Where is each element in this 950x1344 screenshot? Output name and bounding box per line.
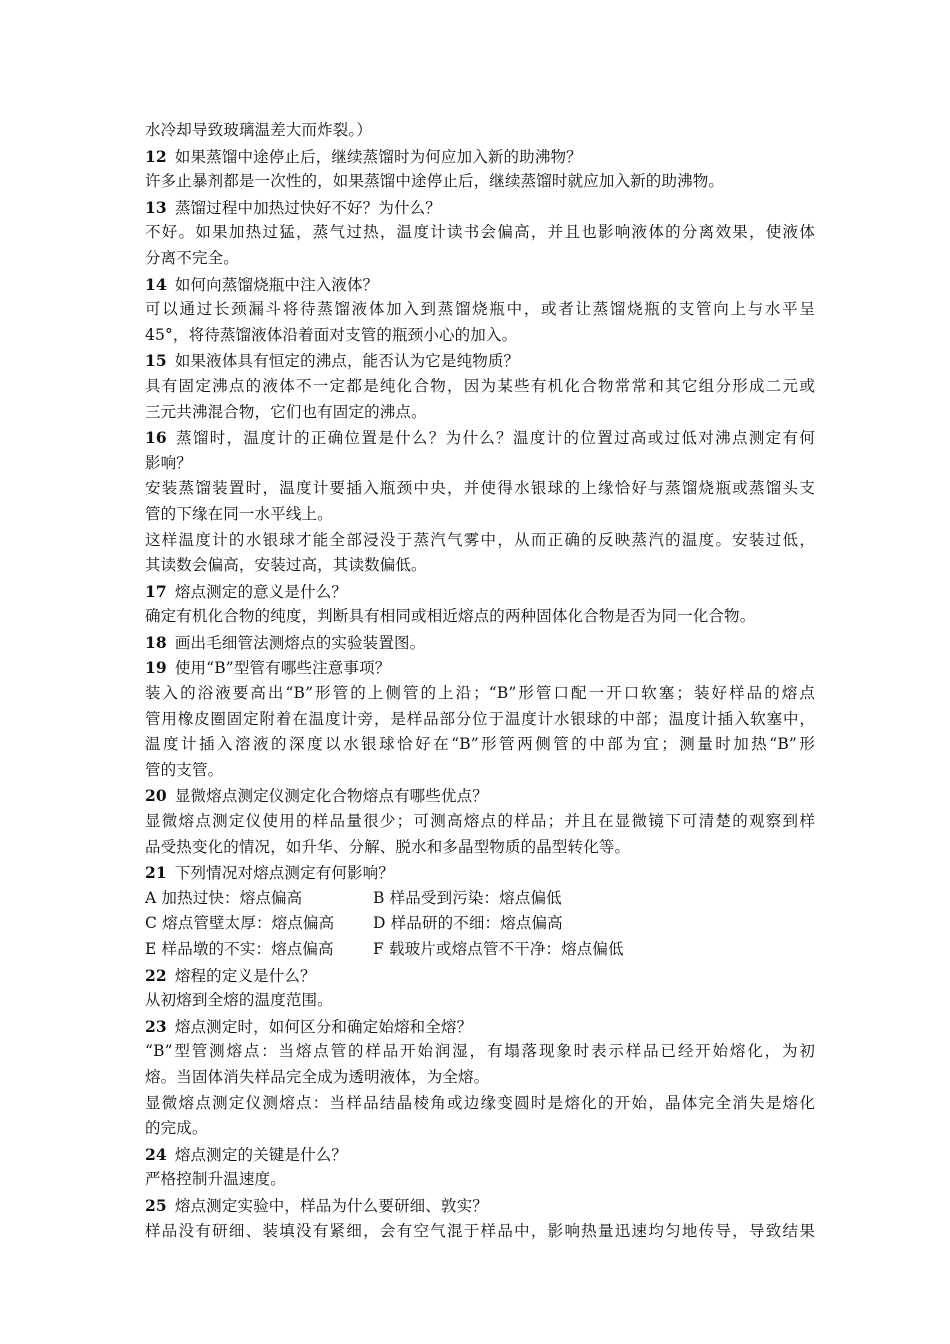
question-number: 19: [145, 658, 167, 678]
question-text: 熔点测定时，如何区分和确定始熔和全熔？: [174, 1017, 473, 1036]
answer-line: 45°，将待蒸馏液体沿着面对支管的瓶颈小心的加入。: [145, 325, 518, 344]
question-number: 14: [145, 274, 167, 294]
question-line: [145, 272, 815, 298]
option-item: B 样品受到污染：熔点偏低: [373, 888, 562, 907]
question-text: 使用“B”型管有哪些注意事项？: [174, 659, 391, 678]
question-number: 18: [145, 632, 167, 652]
question-number: 17: [145, 581, 167, 601]
question-line: [145, 1014, 815, 1040]
question-text: 显微熔点测定仪测定化合物熔点有哪些优点？: [174, 787, 488, 806]
answer-line: 熔。当固体消失样品完全成为透明液体，为全熔。: [145, 1067, 490, 1086]
question-text: 下列情况对熔点测定有何影响？: [174, 864, 394, 883]
question-number: 15: [145, 351, 167, 371]
answer-line: 样品没有研细、装填没有紧细，会有空气混于样品中，影响热量迅速均匀地传导，导致结果: [145, 1221, 815, 1240]
answer-line: 不好。如果加热过猛，蒸气过热，温度计读书会偏高，并且也影响液体的分离效果，使液体: [145, 223, 815, 242]
question-number: 12: [145, 146, 167, 166]
question-text: 熔点测定的意义是什么？: [174, 582, 348, 601]
question-text: 熔程的定义是什么？: [174, 966, 316, 985]
question-line: [145, 425, 815, 451]
answer-line: 装入的浴液要高出“B”形管的上侧管的上沿；“B”形管口配一开口软塞；装好样品的熔点: [145, 684, 815, 703]
question-line: [145, 655, 815, 681]
answer-line: 的完成。: [145, 1119, 208, 1138]
answer-line: 显微熔点测定仪使用的样品量很少；可测高熔点的样品；并且在显微镜下可清楚的观察到样: [145, 812, 815, 831]
option-item: C 熔点管壁太厚：熔点偏高: [145, 914, 335, 933]
question-text: 画出毛细管法测熔点的实验装置图。: [174, 633, 426, 652]
option-row: [145, 886, 815, 912]
answer-line: 安装蒸馏装置时，温度计要插入瓶颈中央，并使得水银球的上缘恰好与蒸馏烧瓶或蒸馏头支: [145, 479, 815, 498]
option-item: A 加热过快：熔点偏高: [145, 888, 303, 907]
question-number: 21: [145, 863, 167, 883]
answer-line: 许多止暴剂都是一次性的，如果蒸馏中途停止后，继续蒸馏时就应加入新的助沸物。: [145, 172, 725, 191]
question-text: 如何向蒸馏烧瓶中注入液体？: [174, 275, 379, 294]
question-line: [145, 1142, 815, 1168]
question-text: 蒸馏过程中加热过快好不好？为什么？: [174, 198, 441, 217]
answer-line: 温度计插入溶液的深度以水银球恰好在“B”形管两侧管的中部为宜；测量时加热“B”形: [145, 735, 815, 754]
question-line: [145, 630, 815, 656]
question-line: [145, 963, 815, 989]
answer-line: 从初熔到全熔的温度范围。: [145, 991, 333, 1010]
answer-line: 水冷却导致玻璃温差大而炸裂。）: [145, 121, 373, 139]
question-text: 熔点测定实验中，样品为什么要研细、敦实？: [174, 1196, 488, 1215]
question-number: 13: [145, 197, 167, 217]
answer-line: 管用橡皮圈固定附着在温度计旁，是样品部分位于温度计水银球的中部；温度计插入软塞中，: [145, 709, 815, 728]
question-number: 24: [145, 1144, 167, 1164]
answer-line: 具有固定沸点的液体不一定都是纯化合物，因为某些有机化合物常常和其它组分形成二元或: [145, 376, 815, 395]
question-text: 如果蒸馏中途停止后，继续蒸馏时为何应加入新的助沸物？: [174, 147, 582, 166]
option-item: E 样品墩的不实：熔点偏高: [145, 940, 334, 958]
answer-line: 显微熔点测定仪测熔点：当样品结晶棱角或边缘变圆时是熔化的开始，晶体完全消失是熔化: [145, 1093, 815, 1112]
question-line: [145, 783, 815, 809]
answer-line: 管的支管。: [145, 760, 224, 779]
answer-line: 影响？: [145, 453, 192, 472]
answer-line: 品受热变化的情况，如升华、分解、脱水和多晶型物质的晶型转化等。: [145, 837, 631, 856]
answer-line: 分离不完全。: [145, 248, 239, 267]
question-number: 20: [145, 786, 167, 806]
answer-line: 可以通过长颈漏斗将待蒸馏液体加入到蒸馏烧瓶中，或者让蒸馏烧瓶的支管向上与水平呈: [145, 300, 815, 319]
option-row: [145, 937, 815, 963]
option-item: D 样品研的不细：熔点偏高: [373, 914, 563, 933]
question-line: [145, 579, 815, 605]
answer-line: “B”型管测熔点：当熔点管的样品开始润湿，有塌落现象时表示样品已经开始熔化，为初: [145, 1042, 815, 1061]
question-number: 16: [145, 428, 167, 448]
question-line: [145, 860, 815, 886]
question-line: [145, 1193, 815, 1219]
question-number: 23: [145, 1016, 167, 1036]
answer-line: 管的下缘在同一水平线上。: [145, 504, 333, 523]
question-text: 熔点测定的关键是什么？: [174, 1145, 348, 1164]
question-line: [145, 195, 815, 221]
answer-line: 三元共沸混合物，它们也有固定的沸点。: [145, 402, 427, 421]
answer-line: 确定有机化合物的纯度，判断具有相同或相近熔点的两种固体化合物是否为同一化合物。: [145, 607, 756, 626]
question-text: 蒸馏时，温度计的正确位置是什么？为什么？温度计的位置过高或过低对沸点测定有何: [174, 429, 815, 448]
question-number: 25: [145, 1195, 167, 1215]
question-number: 22: [145, 965, 167, 985]
option-item: F 载玻片或熔点管不干净：熔点偏低: [373, 940, 624, 958]
question-text: 如果液体具有恒定的沸点，能否认为它是纯物质？: [174, 352, 520, 371]
question-line: [145, 348, 815, 374]
answer-line: 其读数会偏高，安装过高，其读数偏低。: [145, 556, 427, 575]
option-row: [145, 911, 815, 937]
document-page: [145, 118, 815, 1244]
answer-line: 严格控制升温速度。: [145, 1170, 286, 1189]
question-line: [145, 144, 815, 170]
answer-line: 这样温度计的水银球才能全部浸没于蒸汽气雾中，从而正确的反映蒸汽的温度。安装过低，: [145, 530, 815, 549]
